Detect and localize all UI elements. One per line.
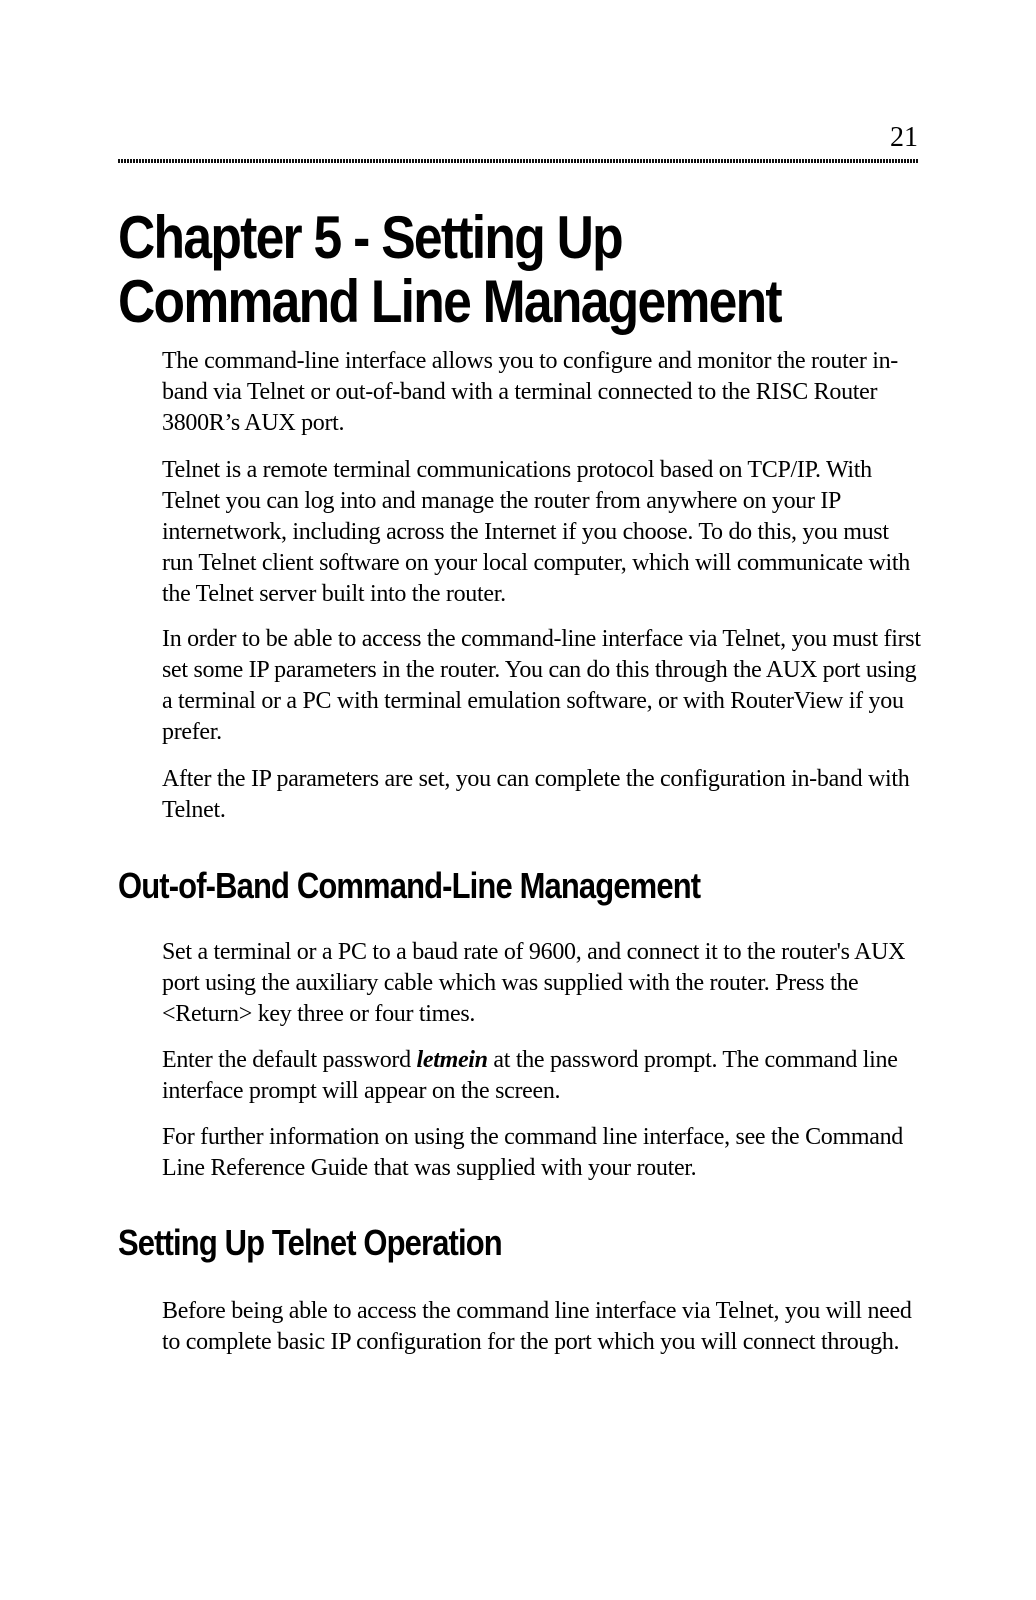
intro-paragraph-3: In order to be able to access the command-line interface via Telnet, you must first set some IP parameters in the router. You can do this through the AUX port using a terminal or a PC with terminal emulation software, or with RouterView if you prefer. [162,626,921,745]
chapter-title-line-1: Chapter 5 - Setting Up [118,204,622,271]
password-text-after: at the password prompt. The command line interface prompt will appear on the screen. [162,1047,898,1104]
out-of-band-paragraph-2 [162,1045,922,1107]
intro-paragraph-1: The command-line interface allows you to configure and monitor the router in-band via Telnet or out-of-band with a terminal connected to the RISC Router 3800R’s AUX port. [162,348,898,436]
chapter-title-line-2: Command Line Management [118,268,781,335]
password-text-before: Enter the default password [162,1047,417,1073]
page-number: 21 [890,122,918,153]
out-of-band-paragraph-1: Set a terminal or a PC to a baud rate of 9600, and connect it to the router's AUX port using the auxiliary cable which was supplied with the router. Press the <Return> key three or four times. [162,939,906,1027]
chapter-title [118,206,823,334]
telnet-paragraph-1: Before being able to access the command line interface via Telnet, you will need to complete basic IP configuration for the port which you will connect through. [162,1298,912,1355]
section-title-telnet: Setting Up Telnet Operation [118,1222,502,1263]
default-password: letmein [416,1047,488,1073]
intro-paragraph-4: After the IP parameters are set, you can complete the configuration in-band with Telnet. [162,766,910,823]
header-rule [118,159,918,163]
intro-paragraph-2: Telnet is a remote terminal communications protocol based on TCP/IP. With Telnet you can log into and manage the router from anywhere on your IP internetwork, including across the Internet if you choose. To do this, you must run Telnet client software on your local computer, which will communicate with the Telnet server built into the router. [162,457,910,607]
section-title-out-of-band: Out-of-Band Command-Line Management [118,865,701,906]
out-of-band-paragraph-3: For further information on using the command line interface, see the Command Line Reference Guide that was supplied with your router. [162,1124,903,1181]
